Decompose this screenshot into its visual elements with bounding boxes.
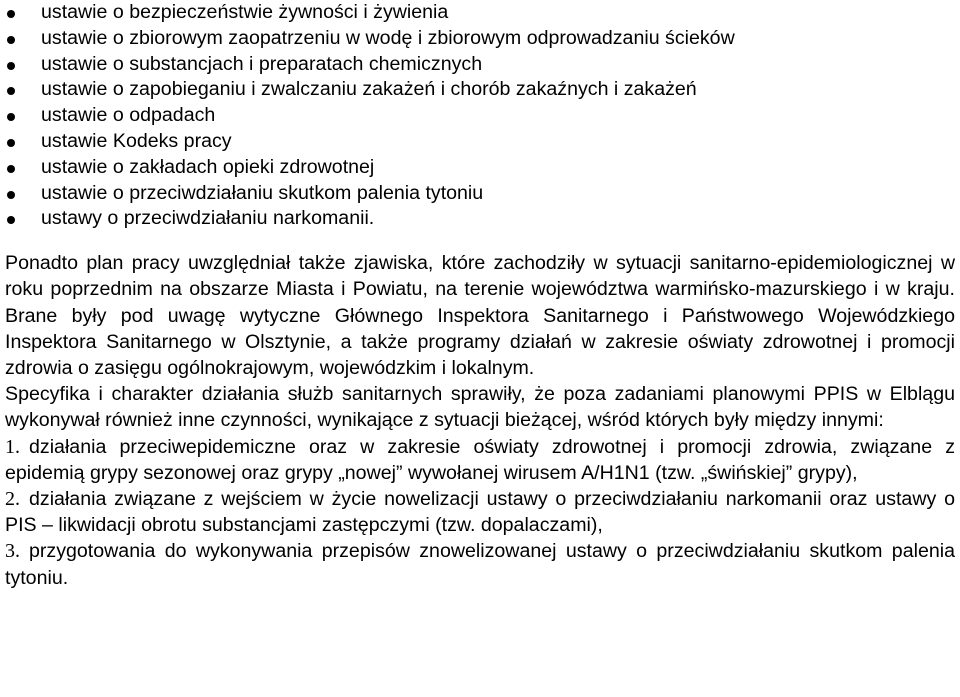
bullet-text: ustawie o odpadach: [41, 104, 216, 127]
bullet-icon: [7, 87, 15, 95]
legislation-bullet-list: [5, 0, 955, 232]
bullet-icon: [7, 10, 15, 18]
bullet-item: [5, 77, 955, 103]
bullet-text: ustawie o przeciwdziałaniu skutkom palenia tytoniu: [41, 181, 484, 204]
bullet-item: [5, 206, 955, 232]
bullet-text: ustawie Kodeks pracy: [41, 129, 232, 152]
bullet-item: [5, 181, 955, 207]
tasks-numbered-list: [5, 434, 955, 591]
numbered-item: [5, 538, 955, 590]
item-text: działania związane z wejściem w życie nowelizacji ustawy o przeciwdziałaniu narkomanii oraz ustawy o PIS – likwidacji obrotu substancjami zastępczymi (tzw. dopalaczami),: [5, 488, 955, 537]
item-number: 1.: [5, 435, 20, 458]
bullet-icon: [7, 191, 15, 199]
specifics-paragraph: Specyfika i charakter działania służb sanitarnych sprawiły, że poza zadaniami planowymi PPIS w Elblągu wykonywał również inne czynności, wynikające z sytuacji bieżącej, wśród których były między innymi:: [5, 383, 955, 432]
numbered-item: [5, 486, 955, 538]
plan-context-paragraph: Ponadto plan pracy uwzględniał także zjawiska, które zachodziły w sytuacji sanitarno-epidemiologicznej w roku poprzednim na obszarze Miasta i Powiatu, na terenie województwa warmińsko-mazurskiego i w kraju. Brane były pod uwagę wytyczne Głównego Inspektora Sanitarnego i Państwowego Wojewódzkiego Inspektora Sanitarnego w Olsztynie, a także programy działań w zakresie oświaty zdrowotnej i promocji zdrowia o zasięgu ogólnokrajowym, wojewódzkim i lokalnym.: [5, 252, 955, 379]
bullet-text: ustawie o zapobieganiu i zwalczaniu zakażeń i chorób zakaźnych i zakażeń: [41, 78, 697, 101]
bullet-text: ustawy o przeciwdziałaniu narkomanii.: [41, 207, 375, 230]
numbered-item: [5, 434, 955, 486]
bullet-text: ustawie o zbiorowym zaopatrzeniu w wodę i zbiorowym odprowadzaniu ścieków: [41, 26, 735, 49]
item-number: 3.: [5, 540, 20, 563]
bullet-item: [5, 129, 955, 155]
bullet-icon: [7, 113, 15, 121]
bullet-icon: [7, 62, 15, 70]
bullet-icon: [7, 139, 15, 147]
bullet-item: [5, 26, 955, 52]
bullet-text: ustawie o zakładach opieki zdrowotnej: [41, 155, 375, 178]
bullet-icon: [7, 216, 15, 224]
bullet-icon: [7, 165, 15, 173]
bullet-item: [5, 52, 955, 78]
bullet-item: [5, 103, 955, 129]
document-page: [5, 0, 955, 591]
bullet-item: [5, 155, 955, 181]
item-text: przygotowania do wykonywania przepisów znowelizowanej ustawy o przeciwdziałaniu skutkom palenia tytoniu.: [5, 540, 955, 589]
bullet-icon: [7, 36, 15, 44]
bullet-item: [5, 0, 955, 26]
bullet-text: ustawie o substancjach i preparatach chemicznych: [41, 52, 483, 75]
item-text: działania przeciwepidemiczne oraz w zakresie oświaty zdrowotnej i promocji zdrowia, związane z epidemią grypy sezonowej oraz grypy „nowej” wywołanej wirusem A/H1N1 (tzw. „świńskiej” grypy),: [5, 435, 955, 484]
item-number: 2.: [5, 488, 20, 510]
bullet-text: ustawie o bezpieczeństwie żywności i żywienia: [41, 1, 449, 23]
